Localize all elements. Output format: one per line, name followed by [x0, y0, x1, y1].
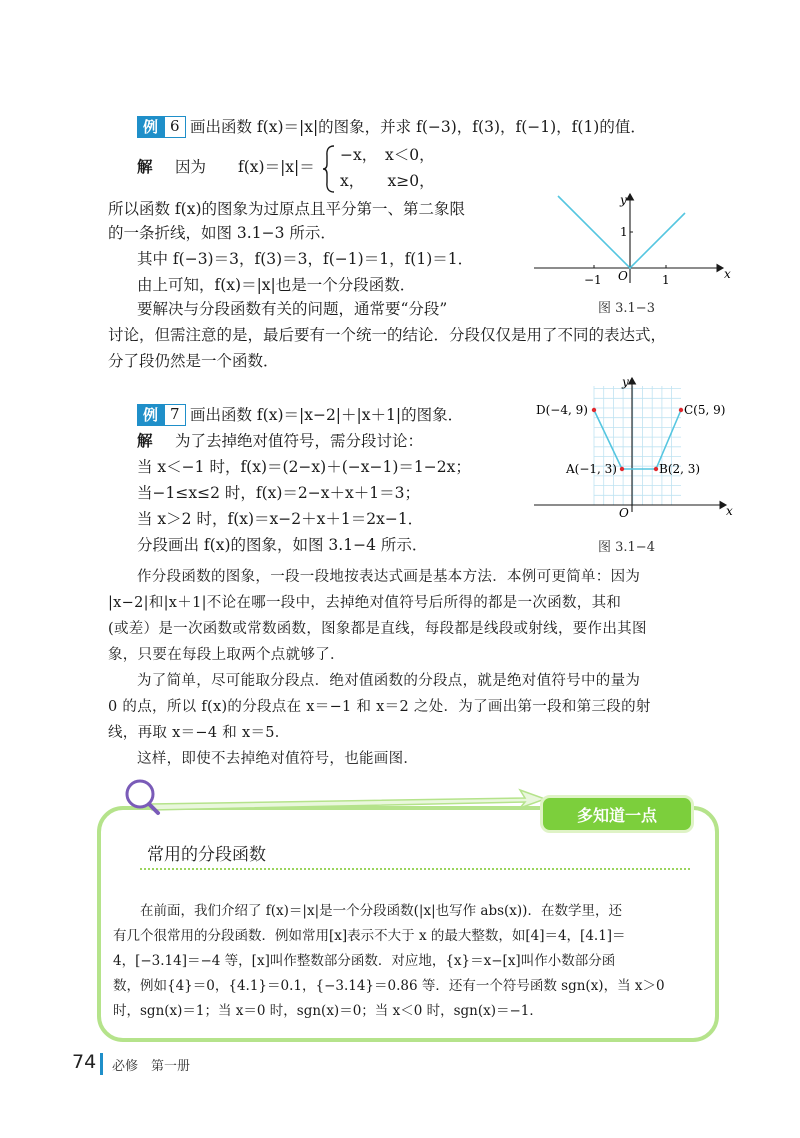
example-6-question: 画出函数 f(x)＝|x|的图象，并求 f(−3)，f(3)，f(−1)，f(1)的值．: [190, 118, 646, 136]
ex7-case-2: 当−1≤x≤2 时，f(x)＝2−x＋x＋1＝3；: [137, 484, 420, 502]
footer-accent-bar: [100, 1053, 103, 1075]
box-line-4: 数，例如{4}＝0，{4.1}＝0.1，{−3.14}＝0.86 等．还有一个符号函数 sgn(x)，当 x＞0: [113, 978, 665, 994]
box-line-2: 有几个很常用的分段函数．例如常用[x]表示不大于 x 的最大整数，如[4]＝4，[4.1]＝: [113, 928, 626, 944]
example-label: 例: [137, 404, 164, 426]
ex7-conclusion: 分段画出 f(x)的图象，如图 3.1−4 所示．: [137, 536, 428, 554]
point-D-label: D(−4, 9): [536, 403, 588, 417]
box-line-3: 4，[−3.14]＝−4 等，[x]叫作整数部分函数．对应地，{x}＝x−[x]叫作小数部分函: [113, 953, 616, 969]
discussion-line-6: 0 的点，所以 f(x)的分段点在 x＝−1 和 x＝2 之处．为了画出第一段和第三段的射: [108, 699, 651, 715]
example-7-badge: [137, 404, 186, 426]
discussion-line-7: 线，再取 x＝−4 和 x＝5．: [108, 725, 290, 741]
example-number: 7: [164, 404, 186, 426]
tick-x-neg-label: −1: [584, 273, 602, 287]
example-6-badge: [137, 116, 186, 138]
ex6-line-5: 要解决与分段函数有关的问题，通常要“分段”: [137, 300, 448, 318]
example-number: 6: [164, 116, 186, 138]
ex6-line-6: 讨论，但需注意的是，最后要有一个统一的结论．分段仅仅是用了不同的表达式，: [108, 326, 667, 344]
ex7-intro: 为了去掉绝对值符号，需分段讨论：: [175, 432, 424, 450]
grid: [594, 386, 681, 505]
discussion-line-2: |x−2|和|x＋1|不论在哪一段中，去掉绝对值符号后所得的都是一次函数，其和: [108, 595, 622, 611]
example-label: 例: [137, 116, 164, 138]
discussion-line-5: 为了简单，尽可能取分段点．绝对值函数的分段点，就是绝对值符号中的量为: [137, 673, 641, 689]
point-D: [592, 408, 596, 412]
figure-abs-graph: [528, 188, 738, 288]
discussion-line-3: (或差）是一次函数或常数函数，图象都是直线，每段都是线段或射线，要作出其图: [108, 621, 647, 637]
x-axis-label: x: [726, 504, 733, 518]
origin-label: O: [619, 506, 629, 520]
discussion-line-1: 作分段函数的图象，一段一段地按表达式画是基本方法．本例可更简单：因为: [137, 569, 641, 585]
tick-y-label: 1: [620, 225, 628, 239]
book-title: 必修 第一册: [112, 1059, 191, 1074]
figure-caption-3-1-4: 图 3.1−4: [598, 540, 655, 555]
discussion-line-4: 象，只要在每段上取两个点就够了．: [108, 647, 345, 663]
point-C: [679, 408, 683, 412]
point-B-label: B(2, 3): [659, 462, 701, 476]
ex6-line-7: 分了段仍然是一个函数．: [108, 352, 279, 370]
extra-knowledge-banner: 多知道一点: [540, 795, 694, 833]
figure-caption-3-1-3: 图 3.1−3: [598, 301, 655, 316]
box-line-5: 时，sgn(x)＝1；当 x＝0 时，sgn(x)＝0；当 x＜0 时，sgn(x)＝−1．: [113, 1003, 543, 1019]
ex6-line-2: 的一条折线，如图 3.1−3 所示．: [108, 224, 336, 242]
box-title: 常用的分段函数: [147, 845, 266, 865]
ex7-case-1: 当 x＜−1 时，f(x)＝(2−x)＋(−x−1)＝1−2x；: [137, 458, 471, 476]
because-text: 因为: [175, 158, 207, 176]
point-C-label: C(5, 9): [684, 403, 726, 417]
box-divider: [140, 868, 690, 870]
piecewise-case-1: −x， x＜0，: [340, 146, 435, 164]
ex6-line-1: 所以函数 f(x)的图象为过原点且平分第一、第二象限: [108, 200, 466, 218]
ex6-line-3: 其中 f(−3)＝3，f(3)＝3，f(−1)＝1，f(1)＝1．: [137, 250, 474, 268]
x-axis-label: x: [724, 267, 731, 281]
piecewise-case-2: x， x≥0，: [340, 172, 435, 190]
solution-label: 解: [137, 157, 153, 176]
page-number: 74: [72, 1051, 97, 1073]
y-axis-label: y: [620, 193, 627, 207]
box-line-1: 在前面，我们介绍了 f(x)＝|x|是一个分段函数(|x|也写作 abs(x))．在数学里，还: [140, 903, 622, 919]
point-A: [620, 467, 624, 471]
discussion-line-8: 这样，即使不去掉绝对值符号，也能画图．: [137, 751, 419, 767]
point-A-label: A(−1, 3): [566, 462, 617, 476]
origin-label: O: [618, 269, 628, 283]
example-7-question: 画出函数 f(x)＝|x−2|＋|x＋1|的图象．: [190, 406, 464, 424]
ex7-case-3: 当 x＞2 时，f(x)＝x−2＋x＋1＝2x−1．: [137, 510, 424, 528]
solution-label: 解: [137, 431, 153, 450]
tick-x-pos-label: 1: [662, 273, 670, 287]
abs-lhs: f(x)＝|x|＝: [238, 158, 315, 176]
y-axis-label: y: [622, 375, 629, 389]
point-B: [654, 467, 658, 471]
figure-sum-abs-graph: [528, 372, 743, 522]
ex6-line-4: 由上可知，f(x)＝|x|也是一个分段函数．: [137, 276, 416, 294]
piecewise-brace: [322, 144, 336, 194]
sum-abs-curve: [594, 410, 681, 469]
magnifier-arrow-decoration: [120, 776, 550, 816]
